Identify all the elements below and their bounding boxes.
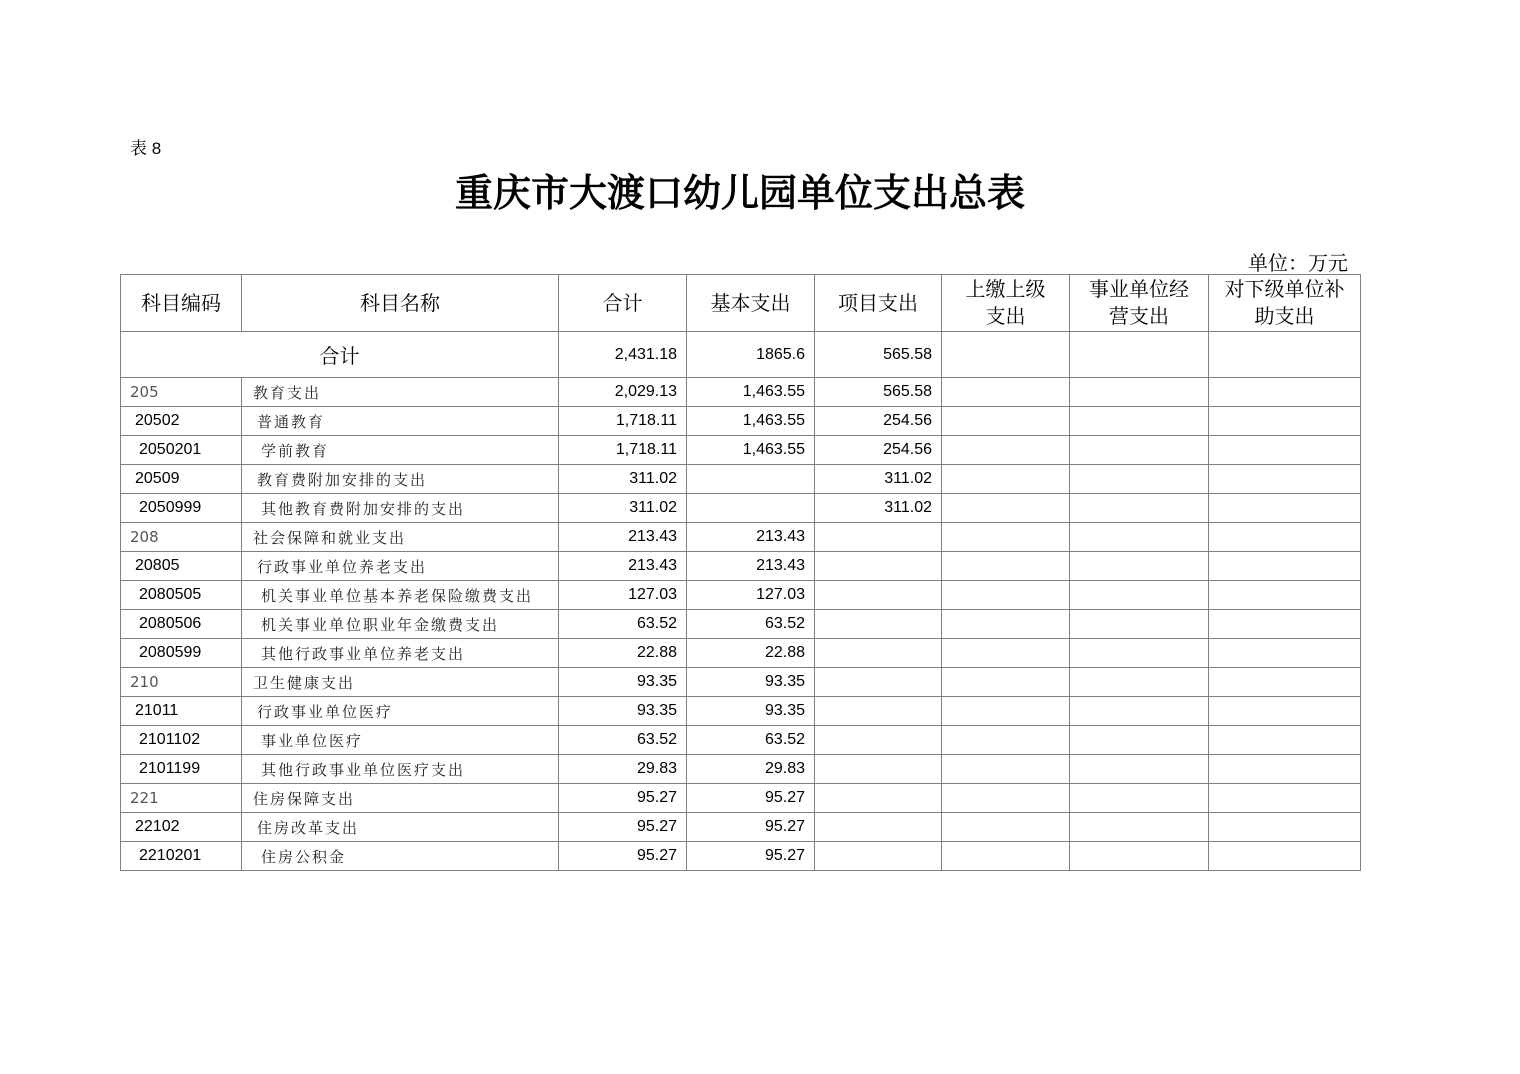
cell-subsidy bbox=[1209, 668, 1361, 697]
cell-total: 127.03 bbox=[559, 581, 687, 610]
cell-project: 565.58 bbox=[815, 378, 942, 407]
cell-upper bbox=[942, 581, 1070, 610]
cell-upper bbox=[942, 610, 1070, 639]
cell-total: 1,718.11 bbox=[559, 436, 687, 465]
cell-code: 2080599 bbox=[121, 639, 242, 668]
cell-project bbox=[815, 581, 942, 610]
table-row bbox=[121, 842, 1361, 871]
cell-upper bbox=[942, 639, 1070, 668]
cell-project bbox=[815, 668, 942, 697]
cell-code: 21011 bbox=[121, 697, 242, 726]
total-cell-basic: 1865.6 bbox=[687, 332, 815, 378]
cell-name: 行政事业单位养老支出 bbox=[242, 552, 559, 581]
cell-total: 63.52 bbox=[559, 726, 687, 755]
cell-business bbox=[1070, 668, 1209, 697]
table-row bbox=[121, 581, 1361, 610]
cell-business bbox=[1070, 436, 1209, 465]
cell-business bbox=[1070, 581, 1209, 610]
cell-total: 29.83 bbox=[559, 755, 687, 784]
cell-total: 1,718.11 bbox=[559, 407, 687, 436]
cell-code: 20502 bbox=[121, 407, 242, 436]
header-business: 事业单位经营支出 bbox=[1070, 275, 1209, 332]
cell-name: 行政事业单位医疗 bbox=[242, 697, 559, 726]
cell-basic bbox=[687, 494, 815, 523]
cell-subsidy bbox=[1209, 639, 1361, 668]
cell-subsidy bbox=[1209, 494, 1361, 523]
cell-name: 事业单位医疗 bbox=[242, 726, 559, 755]
cell-name: 社会保障和就业支出 bbox=[242, 523, 559, 552]
cell-basic: 1,463.55 bbox=[687, 436, 815, 465]
cell-subsidy bbox=[1209, 407, 1361, 436]
cell-business bbox=[1070, 494, 1209, 523]
table-row bbox=[121, 378, 1361, 407]
cell-basic bbox=[687, 465, 815, 494]
cell-name: 住房公积金 bbox=[242, 842, 559, 871]
cell-basic: 95.27 bbox=[687, 813, 815, 842]
cell-subsidy bbox=[1209, 523, 1361, 552]
cell-total: 95.27 bbox=[559, 784, 687, 813]
cell-upper bbox=[942, 813, 1070, 842]
cell-name: 住房保障支出 bbox=[242, 784, 559, 813]
cell-total: 22.88 bbox=[559, 639, 687, 668]
cell-business bbox=[1070, 697, 1209, 726]
cell-upper bbox=[942, 552, 1070, 581]
total-cell-project: 565.58 bbox=[815, 332, 942, 378]
cell-name: 教育费附加安排的支出 bbox=[242, 465, 559, 494]
cell-name: 机关事业单位基本养老保险缴费支出 bbox=[242, 581, 559, 610]
page-title: 重庆市大渡口幼儿园单位支出总表 bbox=[454, 170, 1025, 215]
table-row bbox=[121, 639, 1361, 668]
cell-subsidy bbox=[1209, 726, 1361, 755]
cell-business bbox=[1070, 813, 1209, 842]
cell-project: 311.02 bbox=[815, 494, 942, 523]
cell-code: 2050999 bbox=[121, 494, 242, 523]
cell-subsidy bbox=[1209, 755, 1361, 784]
total-label: 合计 bbox=[121, 332, 559, 378]
table-row bbox=[121, 552, 1361, 581]
cell-code: 2101199 bbox=[121, 755, 242, 784]
table-row bbox=[121, 755, 1361, 784]
cell-code: 2050201 bbox=[121, 436, 242, 465]
cell-name: 普通教育 bbox=[242, 407, 559, 436]
cell-basic: 95.27 bbox=[687, 842, 815, 871]
cell-business bbox=[1070, 726, 1209, 755]
cell-name: 机关事业单位职业年金缴费支出 bbox=[242, 610, 559, 639]
cell-total: 63.52 bbox=[559, 610, 687, 639]
cell-code: 2080506 bbox=[121, 610, 242, 639]
cell-business bbox=[1070, 378, 1209, 407]
cell-total: 213.43 bbox=[559, 523, 687, 552]
cell-total: 93.35 bbox=[559, 697, 687, 726]
expense-summary-table bbox=[120, 274, 1361, 871]
header-name: 科目名称 bbox=[242, 275, 559, 332]
cell-code: 22102 bbox=[121, 813, 242, 842]
cell-name: 其他教育费附加安排的支出 bbox=[242, 494, 559, 523]
cell-upper bbox=[942, 755, 1070, 784]
cell-basic: 95.27 bbox=[687, 784, 815, 813]
header-project: 项目支出 bbox=[815, 275, 942, 332]
cell-total: 95.27 bbox=[559, 813, 687, 842]
cell-code: 221 bbox=[121, 784, 242, 813]
header-basic: 基本支出 bbox=[687, 275, 815, 332]
cell-total: 93.35 bbox=[559, 668, 687, 697]
cell-project: 254.56 bbox=[815, 407, 942, 436]
cell-project bbox=[815, 610, 942, 639]
cell-subsidy bbox=[1209, 697, 1361, 726]
cell-upper bbox=[942, 842, 1070, 871]
cell-project: 311.02 bbox=[815, 465, 942, 494]
cell-upper bbox=[942, 784, 1070, 813]
cell-subsidy bbox=[1209, 552, 1361, 581]
cell-business bbox=[1070, 842, 1209, 871]
table-row bbox=[121, 523, 1361, 552]
cell-basic: 1,463.55 bbox=[687, 407, 815, 436]
cell-code: 20509 bbox=[121, 465, 242, 494]
cell-total: 2,029.13 bbox=[559, 378, 687, 407]
cell-code: 210 bbox=[121, 668, 242, 697]
cell-subsidy bbox=[1209, 610, 1361, 639]
cell-code: 2080505 bbox=[121, 581, 242, 610]
cell-upper bbox=[942, 523, 1070, 552]
total-row bbox=[121, 332, 1361, 378]
cell-name: 其他行政事业单位医疗支出 bbox=[242, 755, 559, 784]
table-row bbox=[121, 668, 1361, 697]
cell-subsidy bbox=[1209, 813, 1361, 842]
cell-subsidy bbox=[1209, 842, 1361, 871]
table-row bbox=[121, 697, 1361, 726]
cell-code: 2210201 bbox=[121, 842, 242, 871]
table-header-row bbox=[121, 275, 1361, 332]
cell-project bbox=[815, 755, 942, 784]
cell-project bbox=[815, 639, 942, 668]
cell-basic: 63.52 bbox=[687, 610, 815, 639]
total-cell-business bbox=[1070, 332, 1209, 378]
cell-upper bbox=[942, 726, 1070, 755]
cell-upper bbox=[942, 407, 1070, 436]
cell-total: 311.02 bbox=[559, 465, 687, 494]
cell-code: 2101102 bbox=[121, 726, 242, 755]
cell-name: 其他行政事业单位养老支出 bbox=[242, 639, 559, 668]
cell-code: 208 bbox=[121, 523, 242, 552]
cell-project bbox=[815, 697, 942, 726]
cell-name: 学前教育 bbox=[242, 436, 559, 465]
cell-upper bbox=[942, 465, 1070, 494]
cell-total: 95.27 bbox=[559, 842, 687, 871]
cell-upper bbox=[942, 668, 1070, 697]
cell-project bbox=[815, 552, 942, 581]
cell-project bbox=[815, 726, 942, 755]
cell-project bbox=[815, 784, 942, 813]
cell-business bbox=[1070, 784, 1209, 813]
total-cell-total: 2,431.18 bbox=[559, 332, 687, 378]
cell-basic: 93.35 bbox=[687, 697, 815, 726]
cell-total: 213.43 bbox=[559, 552, 687, 581]
cell-subsidy bbox=[1209, 581, 1361, 610]
cell-basic: 127.03 bbox=[687, 581, 815, 610]
cell-basic: 29.83 bbox=[687, 755, 815, 784]
cell-upper bbox=[942, 494, 1070, 523]
cell-business bbox=[1070, 755, 1209, 784]
table-row bbox=[121, 407, 1361, 436]
cell-subsidy bbox=[1209, 465, 1361, 494]
cell-business bbox=[1070, 639, 1209, 668]
cell-project bbox=[815, 523, 942, 552]
table-row bbox=[121, 436, 1361, 465]
table-row bbox=[121, 726, 1361, 755]
cell-project: 254.56 bbox=[815, 436, 942, 465]
cell-subsidy bbox=[1209, 436, 1361, 465]
cell-project bbox=[815, 842, 942, 871]
cell-basic: 213.43 bbox=[687, 552, 815, 581]
cell-upper bbox=[942, 697, 1070, 726]
cell-business bbox=[1070, 610, 1209, 639]
cell-subsidy bbox=[1209, 784, 1361, 813]
cell-business bbox=[1070, 523, 1209, 552]
cell-basic: 213.43 bbox=[687, 523, 815, 552]
cell-project bbox=[815, 813, 942, 842]
cell-name: 住房改革支出 bbox=[242, 813, 559, 842]
cell-business bbox=[1070, 465, 1209, 494]
header-upper: 上缴上级支出 bbox=[942, 275, 1070, 332]
total-cell-subsidy bbox=[1209, 332, 1361, 378]
cell-basic: 63.52 bbox=[687, 726, 815, 755]
unit-label: 单位：万元 bbox=[1248, 251, 1348, 275]
table-row bbox=[121, 494, 1361, 523]
cell-business bbox=[1070, 552, 1209, 581]
cell-basic: 93.35 bbox=[687, 668, 815, 697]
cell-basic: 1,463.55 bbox=[687, 378, 815, 407]
cell-business bbox=[1070, 407, 1209, 436]
table-row bbox=[121, 610, 1361, 639]
cell-basic: 22.88 bbox=[687, 639, 815, 668]
cell-code: 205 bbox=[121, 378, 242, 407]
cell-name: 卫生健康支出 bbox=[242, 668, 559, 697]
table-number-label: 表 8 bbox=[130, 139, 162, 158]
table-row bbox=[121, 813, 1361, 842]
total-cell-upper bbox=[942, 332, 1070, 378]
cell-total: 311.02 bbox=[559, 494, 687, 523]
header-subsidy: 对下级单位补助支出 bbox=[1209, 275, 1361, 332]
cell-upper bbox=[942, 378, 1070, 407]
cell-upper bbox=[942, 436, 1070, 465]
cell-code: 20805 bbox=[121, 552, 242, 581]
cell-name: 教育支出 bbox=[242, 378, 559, 407]
table-row bbox=[121, 784, 1361, 813]
header-total: 合计 bbox=[559, 275, 687, 332]
cell-subsidy bbox=[1209, 378, 1361, 407]
header-code: 科目编码 bbox=[121, 275, 242, 332]
table-row bbox=[121, 465, 1361, 494]
